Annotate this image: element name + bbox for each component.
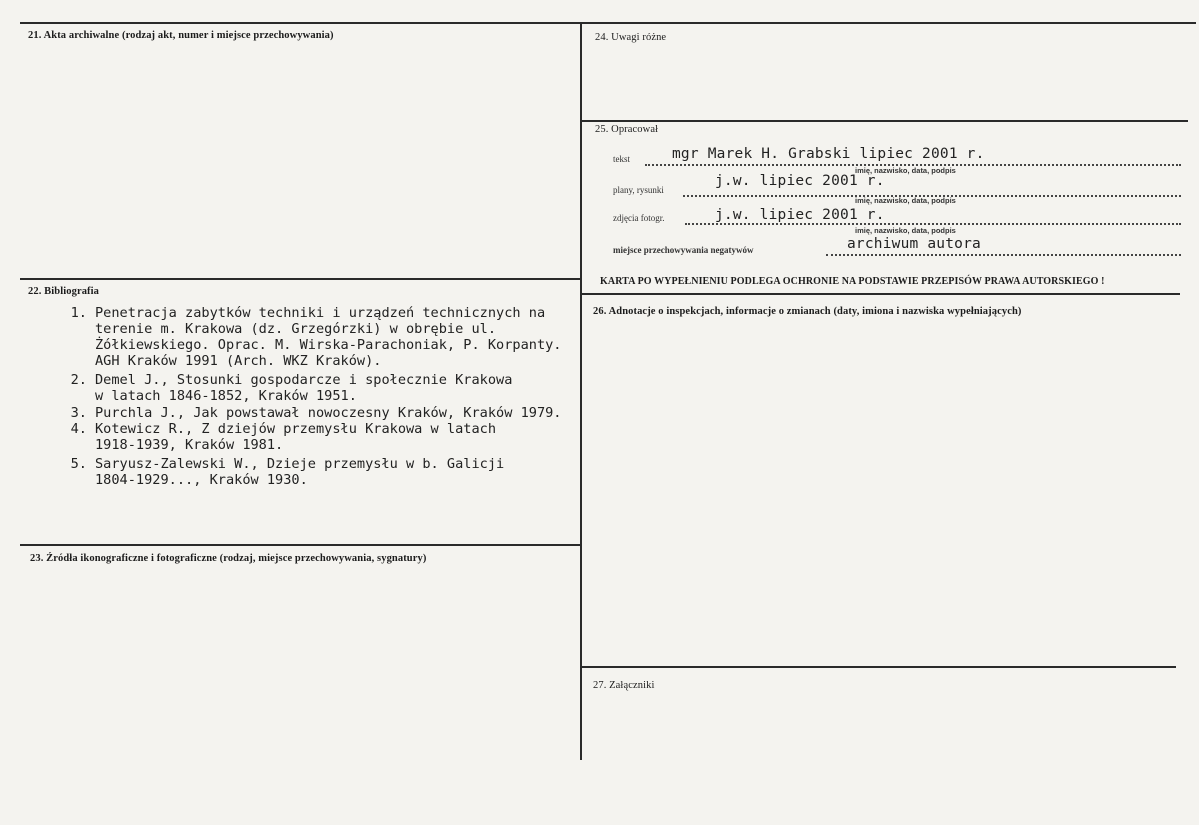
section-22-title: 22. Bibliografia <box>28 286 100 297</box>
bibliography-item-3: 3. Purchla J., Jak powstawał nowoczesny Kraków, Kraków 1979. <box>70 405 562 421</box>
divider-26-27 <box>582 666 1176 668</box>
photos-value: j.w. lipiec 2001 r. <box>715 207 885 223</box>
section-21-title: 21. Akta archiwalne (rodzaj akt, numer i miejsce przechowywania) <box>28 30 334 41</box>
author-text-label: tekst <box>613 154 630 164</box>
bibliography-item-5: 5. Saryusz-Zalewski W., Dzieje przemysłu w b. Galicji 1804-1929..., Kraków 1930. <box>70 456 505 488</box>
plans-value: j.w. lipiec 2001 r. <box>715 173 885 189</box>
divider-22-23 <box>20 544 582 546</box>
copyright-notice: KARTA PO WYPEŁNIENIU PODLEGA OCHRONIE NA PODSTAWIE PRZEPISÓW PRAWA AUTORSKIEGO ! <box>600 276 1105 287</box>
section-24-title: 24. Uwagi różne <box>595 32 667 43</box>
bibliography-item-4: 4. Kotewicz R., Z dziejów przemysłu Krakowa w latach 1918-1939, Kraków 1981. <box>70 421 497 453</box>
author-text-caption: imię, nazwisko, data, podpis <box>855 166 956 175</box>
center-divider <box>580 22 582 760</box>
bibliography-item-2: 2. Demel J., Stosunki gospodarcze i społecznie Krakowa w latach 1846-1852, Kraków 1951. <box>70 372 513 404</box>
section-23-title: 23. Źródła ikonograficzne i fotograficzne (rodzaj, miejsce przechowywania, sygnatury) <box>30 553 427 564</box>
divider-25-26 <box>582 293 1180 295</box>
section-25-title: 25. Opracował <box>595 124 659 135</box>
photos-caption: imię, nazwisko, data, podpis <box>855 226 956 235</box>
top-rule <box>20 22 1196 24</box>
section-27-title: 27. Załączniki <box>593 680 655 691</box>
plans-caption: imię, nazwisko, data, podpis <box>855 196 956 205</box>
divider-21-22 <box>20 278 582 280</box>
author-text-value: mgr Marek H. Grabski lipiec 2001 r. <box>672 146 985 162</box>
bibliography-item-1: 1. Penetracja zabytków techniki i urządzeń technicznych na terenie m. Krakowa (dz. Grzegórzki) w obrębie ul. Żółkiewskiego. Oprac. M. Wirska-Parachoniak, P. Korpanty. AGH Kraków 1991 (Arch. WKZ Kraków). <box>70 305 562 369</box>
photos-label: zdjęcia fotogr. <box>613 213 665 223</box>
negatives-location-dotted-line <box>826 254 1181 256</box>
divider-24-25 <box>582 120 1188 122</box>
negatives-location-value: archiwum autora <box>847 236 981 252</box>
negatives-location-label: miejsce przechowywania negatywów <box>613 245 754 255</box>
plans-label: plany, rysunki <box>613 185 664 195</box>
photos-dotted-line <box>685 223 1181 225</box>
section-26-title: 26. Adnotacje o inspekcjach, informacje o zmianach (daty, imiona i nazwiska wypełniających) <box>593 306 1022 317</box>
